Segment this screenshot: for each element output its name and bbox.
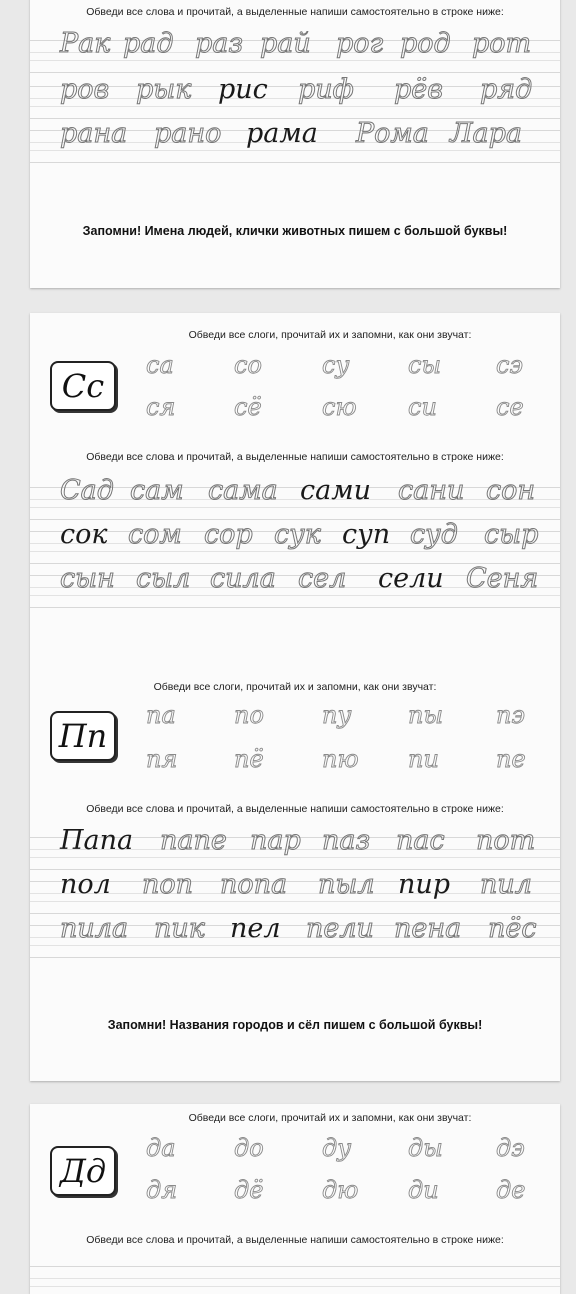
syllables-instruction: Обведи все слоги, прочитай их и запомни, как они звучат: — [153, 681, 437, 693]
word: Сеня — [466, 563, 539, 594]
words-instruction: Обведи все слова и прочитай, а выделенные напиши самостоятельно в строке ниже: — [86, 6, 504, 18]
words-instruction: Обведи все слова и прочитай, а выделенные напиши самостоятельно в строке ниже: — [86, 451, 504, 463]
syllable: пи — [408, 745, 439, 773]
word: сон — [486, 475, 536, 506]
syllable: пе — [496, 745, 526, 773]
word-row-c1 — [30, 475, 560, 521]
worksheet-page-1 — [30, 0, 560, 288]
word-highlighted: сок — [60, 519, 108, 550]
word: рана — [60, 118, 128, 149]
word-highlighted: сели — [378, 563, 444, 594]
word-row-d1 — [30, 1260, 560, 1294]
letter-card-p: Пп — [50, 711, 116, 761]
word: пёс — [488, 913, 537, 944]
word-row-2 — [30, 74, 560, 120]
word: пар — [250, 825, 301, 856]
letter-card-d: Дд — [50, 1146, 116, 1196]
word: ров — [60, 74, 110, 105]
word: сыл — [136, 563, 191, 594]
word-highlighted: сами — [300, 475, 371, 506]
word: пил — [480, 869, 532, 900]
word: риф — [298, 74, 354, 105]
word: рай — [260, 28, 311, 59]
word: рад — [123, 28, 174, 59]
word: рог — [336, 28, 384, 59]
syllable: до — [234, 1134, 264, 1162]
word: рот — [472, 28, 532, 59]
word: сын — [60, 563, 115, 594]
word-row-1 — [30, 28, 560, 74]
syllable: пу — [322, 701, 352, 729]
syllables-instruction: Обведи все слоги, прочитай их и запомни, как они звучат: — [188, 329, 472, 341]
syllable: по — [234, 701, 264, 729]
word-highlighted: Папа — [60, 825, 134, 856]
word: Рома — [356, 118, 429, 149]
word-row-p3 — [30, 913, 560, 959]
word: паз — [322, 825, 371, 856]
words-instruction: Обведи все слова и прочитай, а выделенные напиши самостоятельно в строке ниже: — [86, 1234, 504, 1246]
word: сила — [210, 563, 276, 594]
word: сам — [130, 475, 184, 506]
syllable: сы — [408, 351, 441, 379]
word-row-p2 — [30, 869, 560, 915]
word: пас — [396, 825, 445, 856]
word: сама — [208, 475, 278, 506]
word: Рак — [60, 28, 111, 59]
word: пена — [394, 913, 462, 944]
word: поп — [142, 869, 194, 900]
syllable: си — [408, 393, 437, 421]
word: сор — [204, 519, 253, 550]
syllable: ди — [408, 1176, 439, 1204]
word: ряд — [480, 74, 533, 105]
syllable: са — [146, 351, 174, 379]
word: сыр — [484, 519, 539, 550]
word: рано — [154, 118, 222, 149]
word-highlighted: суп — [342, 519, 391, 550]
word-highlighted: рама — [246, 118, 318, 149]
word-row-c2 — [30, 519, 560, 565]
syllables-instruction: Обведи все слоги, прочитай их и запомни, как они звучат: — [188, 1112, 472, 1124]
syllable: де — [496, 1176, 526, 1204]
syllable: дэ — [496, 1134, 525, 1162]
syllable: пэ — [496, 701, 525, 729]
syllable: ся — [146, 393, 176, 421]
word-highlighted: рис — [218, 74, 268, 105]
syllable: дя — [146, 1176, 178, 1204]
syllable: ды — [408, 1134, 443, 1162]
syllable: сю — [322, 393, 357, 421]
word: рёв — [394, 74, 443, 105]
word: пила — [60, 913, 129, 944]
word: папе — [160, 825, 227, 856]
word: попа — [220, 869, 288, 900]
word: суд — [410, 519, 458, 550]
syllable: ду — [322, 1134, 352, 1162]
letter-card-c: Сс — [50, 361, 116, 411]
words-instruction: Обведи все слова и прочитай, а выделенные напиши самостоятельно в строке ниже: — [86, 803, 504, 815]
word: сани — [398, 475, 465, 506]
worksheet-page-2 — [30, 313, 560, 1081]
word: пот — [476, 825, 536, 856]
word-row-p1 — [30, 825, 560, 871]
word: сел — [298, 563, 347, 594]
syllable: дё — [234, 1176, 264, 1204]
syllable: да — [146, 1134, 176, 1162]
word: Лара — [450, 118, 523, 149]
syllable: па — [146, 701, 176, 729]
worksheet-page-3 — [30, 1104, 560, 1294]
word-highlighted: пир — [398, 869, 451, 900]
word: рык — [136, 74, 192, 105]
word-row-3 — [30, 118, 560, 164]
word: род — [400, 28, 451, 59]
syllable: дю — [322, 1176, 359, 1204]
word: сук — [274, 519, 321, 550]
syllable: се — [496, 393, 524, 421]
remember-note: Запомни! Названия городов и сёл пишем с большой буквы! — [107, 1018, 483, 1032]
syllable: пя — [146, 745, 178, 773]
syllable: пё — [234, 745, 264, 773]
word: пыл — [318, 869, 375, 900]
syllable: пы — [408, 701, 444, 729]
word-highlighted: пол — [60, 869, 111, 900]
syllable: су — [322, 351, 350, 379]
remember-note: Запомни! Имена людей, клички животных пишем с большой буквы! — [82, 224, 508, 238]
word-highlighted: пел — [230, 913, 281, 944]
word: пели — [306, 913, 374, 944]
word: раз — [195, 28, 244, 59]
word: сом — [128, 519, 182, 550]
word-row-c3 — [30, 563, 560, 609]
word: Сад — [60, 475, 114, 506]
syllable: пю — [322, 745, 359, 773]
syllable: сё — [234, 393, 262, 421]
word: пик — [154, 913, 205, 944]
syllable: сэ — [496, 351, 523, 379]
syllable: со — [234, 351, 262, 379]
